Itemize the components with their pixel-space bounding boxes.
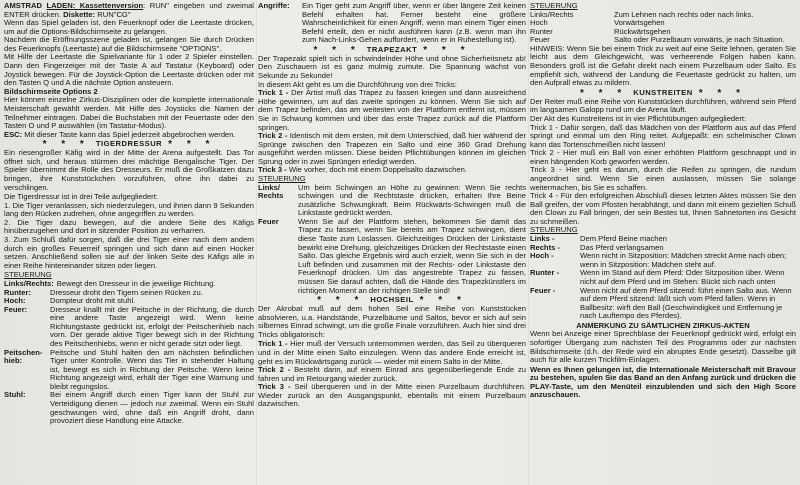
tiger-para-1: Ein riesengroßer Käfig wird in der Mitte der Arena aufgestellt. Das Tor öffnet sich, und heraus stürmen drei mächtige Bengalische Tiger. Der Spieler übernimmt die Rolle des Dresseurs. Er muß die Großkatzen dazu bringen, ihre Kunststückchen vorzuführen, ohne ihn dabei zu verschlingen. — [4, 148, 254, 192]
options2-text: Hier können einzelne Zirkus-Disziplinen oder die komplette internationale Meisterschaft gewählt werden. Mit Hilfe des Joysticks die Namen der Teilnehmer eintragen. Dabei die Buchstaben mit der Feuertaste oder den Tasten O und P auswählen (im Tastatur-Modus). — [4, 95, 254, 131]
control-key: Stuhl: — [4, 390, 26, 400]
tiger-steuerung-heading: STEUERUNG — [4, 270, 52, 280]
column-3 — [530, 2, 796, 482]
control-key: Peitschen-hieb: — [4, 347, 43, 366]
control-key: Links/Rechts — [530, 9, 574, 19]
stars-icon: * * * — [317, 295, 365, 307]
trapez-para-2: In diesem Akt geht es um die Durchführung von drei Tricks: — [258, 79, 457, 89]
kunst-trick-1: Trick 1 - Dafür sorgen, daß das Mädchen von der Plattform aus auf das Pferd springt und einmal um den Ring reitet. Aufgepaßt: ein schelmischer Clown kann das Tortenschmeißen nicht lassen! — [530, 122, 796, 149]
angriffe-row — [258, 2, 526, 45]
control-text: Wenn im Stand auf dem Pferd: Oder Sitzposition über. Wenn nicht auf dem Pferd und im Stehen: Bückt sich nach unten — [580, 268, 785, 286]
intro-para-3: Mit Hilfe der Leertaste die Spielvariante für 1 oder 2 Spieler einstellen. Dann den Fingerzeiger mit der Taste A auf Tastatur (Keyboard) oder Joystick bewegen. Für die Joystick-Option die Leertaste drücken oder mit den Tasten Q und A die nächste Option ansteuern. — [4, 52, 254, 88]
trick-text: Seil überqueren und in der Mitte einen Purzelbaum durchführen. Wieder zurück an den Ausgangspunkt, ebentalls mit einem Purzelbaum dazwischen. — [258, 382, 526, 409]
control-row — [530, 252, 796, 269]
control-key: Feuer: — [4, 304, 28, 314]
control-text: Dresseur knallt mit der Peitsche in der Richtung, die durch eine andere Taste angezeigt wird. Wenn keine Richtungstaste gedrückt ist, erfolgt der Peitschenhieb nach vorn. Der gerade aktive Tiger bewegt sich in der Richtung des Peitschenhiebs, wenn er nicht gerade sitzt oder liegt. — [50, 304, 254, 348]
options2-heading: Bildschirmseite Options 2 — [4, 86, 98, 96]
kunst-trick-2: Trick 2 - Hier muß ein Ball von einer erhöhten Plattform geschnappt und in einen hängenden Korb geworfen werden. — [530, 148, 796, 166]
trapez-trick-1 — [258, 89, 526, 132]
hochseil-title: HOCHSEIL — [370, 295, 414, 305]
stars-icon: * * * — [42, 139, 90, 151]
control-key: Links/Rechts: — [4, 278, 54, 288]
trick-text: Wie vorher, doch mit einem Doppelsalto dazwischen. — [286, 165, 467, 175]
control-row — [4, 349, 254, 392]
tiger-item-3: 3. Zum Schluß dafür sorgen, daß die drei Tiger einer nach dem andern durch ein großes Feuerreif springen und sich dann auf einen Hocker setzen. Anschließend sollen sie auf der linken Seite des Käfigs alle in einer Reihe hintereinander sitzen oder liegen. — [4, 235, 254, 270]
control-key: Feuer — [258, 216, 279, 226]
trick-text: Der Artist muß das Trapez zu fassen kriegen und dann ausreichend Höhe gewinnen, um auf das zweite springen zu können. Wenn Sie sich auf dem Trapez befinden, das am weitesten von der Plattform entfernt ist, müssen Sie in Schwung kommen und über das erste Trapez zurück auf die Plattform springen. — [258, 88, 526, 132]
amstrad-label: AMSTRAD — [4, 2, 42, 10]
stars-icon: * * * — [419, 295, 467, 307]
control-text: Wenn nicht in Sitzposition: Mädchen streckt Arme nach oben; wenn in Sitzposition: Mädchen steht auf. — [580, 251, 787, 269]
kunst-para-1: Der Reiter muß eine Reihe von Kunststücken durchführen, während sein Pferd im langsamen Galopp rund um die Arena läuft. — [530, 96, 796, 115]
control-key: Hoch — [530, 18, 548, 28]
control-key: Links - — [530, 234, 555, 244]
control-key: Hoch: — [4, 296, 26, 306]
kunst-title: KUNSTREITEN — [633, 87, 693, 97]
control-row — [4, 306, 254, 349]
control-key: Runter: — [4, 287, 31, 297]
tiger-para-2: Die Tigerdressur ist in drei Teile aufgegliedert: — [4, 192, 158, 202]
control-text: Dresseur droht den Tigern seinen Rücken zu. — [50, 287, 203, 297]
final-text: Wenn es Ihnen gelungen ist, die Internationale Meisterschaft mit Bravour zu bestehen, spulen Sie das Band an den Anfang zurück und drücken die PLAY-Taste, um den Menüteil einzublenden und sich den High Score anzuschauen. — [530, 364, 796, 400]
tiger-title: TIGERDRESSUR — [95, 139, 163, 149]
control-key: Feuer - — [530, 285, 556, 295]
control-row — [258, 184, 526, 218]
stars-icon: * * * — [698, 87, 746, 99]
hochseil-trick-2 — [258, 366, 526, 383]
hochseil-trick-3 — [258, 383, 526, 409]
control-text: Peitsche und Stuhl halten den am nächsten befindlichen Tiger unter Kontrolle. Wenn das Tier in stehender Haltung ist, bewegt es sich in Richtung der Peitsche. Wenn keine Richtung angezeigt wird, erhält der Tiger eine Warnung und bleibt regungslos. — [50, 347, 254, 391]
control-text: Wenn nicht auf dem Pferd sitzend: führt einen Salto aus. Wenn auf dem Pferd sitzend: läßt sich vom Pferd fallen. Wenn in Ballbesitz: wirft den Ball (Geschwindigkeit und Entfernung je nach Lauftempo des Pferdes). — [580, 285, 792, 321]
anmerkung-text: Wenn bei Anzeige einer Sprechblase der Feuerknopf gedrückt wird, erfolgt ein sofortiger Übergang zum nächsten Teil des Programms oder zur nächsten Bildschirmseite (d.h. der Rede wird ein abruptes Ende gesetzt). Dasselbe gilt auch für alle kurzen Trickfilm-Einlagen. — [530, 329, 796, 365]
control-text: Zum Lehnen nach rechts oder nach links. — [614, 9, 754, 19]
column-2 — [258, 2, 526, 482]
control-row — [530, 287, 796, 321]
angriffe-text: Ein Tiger geht zum Angriff über, wenn er über längere Zeit keinen Befehl erhalten hat. Ferner besteht eine größere Wahrscheinlichkeit für einen Angriff, wenn man einem Tiger einen Befehl erteilt, den er nicht ausführen kann (z.B. wenn man ihn zum Nach-Links-Gehen auffordert, wenn er in Ruhestellung ist). — [302, 2, 526, 45]
stars-icon: * * * — [313, 44, 361, 56]
intro-para-1: Wenn das Spiel geladen ist, den Feuerknopf oder die Leertaste drücken, um auf die Options-Bildschirmseite zu gelangen. — [4, 18, 254, 36]
control-text: Um beim Schwingen an Höhe zu gewinnen: Wenn Sie rechts schwingen und die Rechtstaste drücken, erhalten Ihre Beine zusätzliche Schwungkraft. Beim Rückwärts-Schwingen muß die Linkstaste gedrückt werden. — [298, 182, 526, 218]
column-1 — [4, 2, 254, 482]
trick-label: Trick 3 - — [258, 382, 291, 392]
control-key: Links/ Rechts — [258, 182, 284, 201]
esc-line — [4, 131, 254, 140]
kunst-trick-3: Trick 3 - Hier geht es darum, durch die Reifen zu springen, die rundum angeordnet sind. Wenn Sie einen auslassen, müssen Sie solange weitermachen, bis Sie es schaffen. — [530, 165, 796, 192]
intro-para-2: Nachdem die Eröffnungsszene geladen ist, gelangen Sie durch Drücken des Feuerknopfs (Leertaste) auf die Bildschirmseite "OPTIONS". — [4, 35, 254, 53]
control-row — [4, 391, 254, 425]
control-text: Bewegt den Dresseur in die jeweilige Richtung. — [56, 278, 216, 288]
trick-text: Hier muß der Versuch unternommen werden, das Seil zu überqueren und in der Mitte einen Salto einzulegen. Wenn das andere Ende erreicht ist, geht es im Rückwärtsgang zurück — wieder mit einem Salto in der Mitte. — [258, 339, 526, 366]
trick-label: Trick 2 - — [258, 131, 288, 141]
kassette-text: : RUN" eingeben und zweimal ENTER drücken. — [4, 2, 254, 19]
trick-label: Trick 1 - — [258, 339, 288, 349]
kassette-label: LADEN: Kassettenversion — [46, 2, 144, 10]
control-key: Runter - — [530, 268, 560, 278]
control-key: Feuer — [530, 35, 550, 45]
kunst-para-2: Der Akt des Kunstreitens ist in vier Pflichtübungen aufgegliedert: — [530, 113, 747, 123]
stars-icon: * * * — [423, 44, 471, 56]
control-row — [530, 269, 796, 286]
trapez-steuerung-heading: STEUERUNG — [258, 173, 306, 183]
trapez-title: TRAPEZAKT — [366, 45, 418, 55]
fold-line-1 — [256, 0, 257, 485]
tiger-item-1: 1. Die Tiger veranlassen, sich niederzulegen, und ihnen dann 9 Sekunden lang den Rücken zudrehen, ohne angegriffen zu werden. — [4, 200, 254, 219]
control-key: Rechts - — [530, 242, 560, 252]
loading-instructions — [4, 2, 254, 19]
trick-text: Besteht darin, auf einem Einrad ans gegenüberliegende Ende zu fahren und im Retourgang wieder zurück. — [258, 365, 526, 383]
hochseil-steuerung-heading: STEUERUNG — [530, 2, 578, 10]
control-key: Hoch - — [530, 251, 554, 261]
hinweis-text: HINWEIS: Wenn Sie bei einem Trick zu weit auf eine Seite lehnen, geraten Sie leicht aus dem Gleichgewicht, was verheerende Folgen haben kann. Besonders groß ist die Gefahr direkt nach einem Purzelbaum oder Salto. Es empfiehlt sich, während der Landung die Feuertaste gedrückt zu halten, um den Aufprall etwas zu mildern. — [530, 43, 796, 88]
hochseil-trick-1 — [258, 340, 526, 366]
tiger-item-2: 2. Die Tiger dazu bewegen, auf die andere Seite des Käfigs hinüberzugehen und dort in sitzender Position zu verharren. — [4, 217, 254, 236]
kunst-steuerung-heading: STEUERUNG — [530, 225, 578, 235]
disk-label: Diskette: — [63, 9, 96, 19]
kunst-trick-4: Trick 4 - Für den erfolgreichen Abschluß dieses letzten Aktes müssen Sie den Ball greifen, der vom Pfosten herabhängt, und dann mit einem gezielten Schuß den Clown zu Fall bringen, der sein Bestes tut, Ihnen Sahnetorten ins Gesicht zu schmeißen. — [530, 191, 796, 226]
esc-label: ESC: — [4, 129, 23, 139]
control-text: Das Pferd verlangsamen — [580, 242, 664, 252]
fold-line-2 — [528, 0, 529, 485]
trick-text: Identisch mit dem ersten, mit dem Unterschied, daß hier während der Sprünge zwischen den Trapezen ein Salto und eine 360 Grad Drehung ausgeführt werden müssen. Diese beiden Pflichtübungen können im gleichen Sprung oder in zwei Sprüngen erledigt werden. — [258, 131, 526, 166]
control-text: Dompteur droht mit stuhl. — [50, 296, 136, 306]
angriffe-key: Angriffe: — [258, 2, 290, 10]
control-text: Bei einem Angriff durch einen Tiger kann der Stuhl zur Verteidigung dienen — jedoch nur zweimal. Wenn ein Stuhl geschwungen wird, ohne daß ein Angriff droht, dann provoziert diese Handlung eine Attacke. — [50, 390, 254, 426]
stars-icon: * * * — [168, 139, 216, 151]
control-text: Rückwärtsgehen — [614, 26, 671, 36]
esc-text: Mit dieser Taste kann das Spiel jederzeit abgebrochen werden. — [22, 129, 236, 139]
control-text: Salto oder Purzelbaum vorwärts, je nach Situation. — [614, 35, 785, 45]
hochseil-para-1: Der Akrobat muß auf dem hohen Seil eine Reihe von Kunststücken absolvieren, u.a. Handstände, Purzelbäume und Saltos, bevor er sich auf sein silbernes Einrad schwingt, um die große Finale vorzuführen. Auch hier sind drei Tricks obligatorisch: — [258, 304, 526, 339]
control-row — [258, 218, 526, 295]
control-text: Vorwärtsgehen — [614, 18, 665, 28]
stars-icon: * * * — [580, 87, 628, 99]
trick-label: Trick 2 - — [258, 365, 291, 375]
trapez-trick-2 — [258, 132, 526, 166]
trick-label: Trick 1 - — [258, 88, 289, 98]
anmerkung-heading: ANMERKUNG ZU SÄMTLICHEN ZIRKUS-AKTEN — [576, 320, 750, 330]
trapez-para-1: Der Trapezakt spielt sich in schwindelnder Höhe und ohne Sicherheitsnetz ab! Den Zuschauern ist es ganz mulmig zumute. Die Spannung wächst von Sekunde zu Sekunde! — [258, 53, 526, 81]
trick-label: Trick 3 - — [258, 165, 287, 175]
control-text: Dem Pferd Beine machen — [580, 234, 667, 244]
control-text: Wenn Sie auf der Plattform stehen, bekommen Sie damit das Trapez zu fassen, wenn Sie bereits am Trapez schwingen, dient diese Taste zum Loslassen. Gleichzeitiges Drücken der Linkstaste bewirkt eine Drehung, gleichzeitiges Drücken der Rechtstaste einen Salto. Das gleiche Ergebnis wird auch erzielt, wenn Sie sich in der Luft befinden und zusammen mit der Rechts- oder Linkstaste den Feuerknopf drücken. Um das angestrebte Trapez zu fassen, müssen Sie darauf achten, daß die Hände des Trapezkünstlers im richtigen Moment an der richtigen Stelle sind! — [298, 216, 526, 295]
control-key: Runter — [530, 26, 553, 36]
disk-text: RUN"CG" — [95, 9, 131, 19]
